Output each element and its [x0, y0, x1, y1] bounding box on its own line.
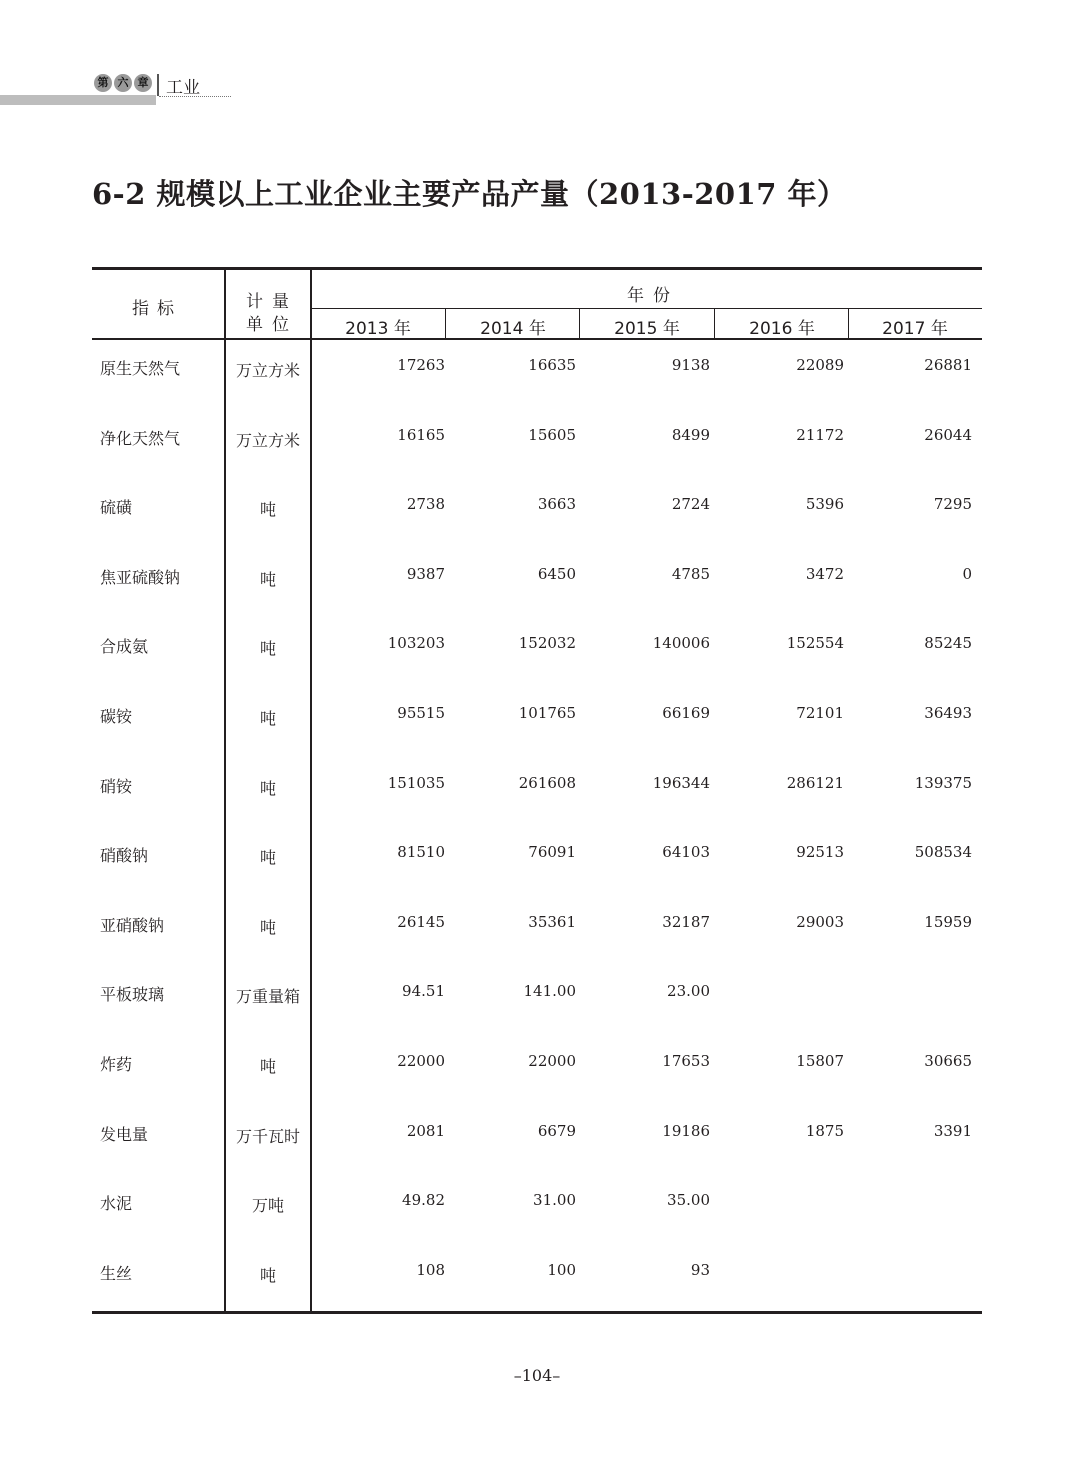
value-cell: 92513	[796, 843, 844, 861]
value-cell: 2081	[406, 1122, 445, 1140]
value-cell: 35.00	[667, 1191, 710, 1209]
value-cell: 64103	[662, 843, 710, 861]
value-cell: 35361	[528, 913, 576, 931]
unit-cell: 万吨	[251, 1196, 284, 1215]
table-row	[92, 913, 982, 943]
page-number: –104–	[513, 1366, 561, 1385]
value-cell: 108	[416, 1261, 445, 1279]
table-row	[92, 1122, 982, 1152]
value-cell: 66169	[662, 704, 710, 722]
value-cell: 3472	[805, 565, 844, 583]
header-unit-line1: 计量	[246, 292, 298, 312]
value-cell: 2738	[406, 495, 445, 513]
value-cell: 508534	[914, 843, 972, 861]
unit-cell: 万立方米	[235, 431, 300, 450]
year-header: 2015 年	[614, 319, 680, 339]
indicator-name: 硝酸钠	[100, 846, 149, 865]
year-header: 2017 年	[882, 319, 948, 339]
value-cell: 22000	[397, 1052, 445, 1070]
unit-cell: 万立方米	[235, 361, 300, 380]
value-cell: 4785	[671, 565, 710, 583]
value-cell: 22000	[528, 1052, 576, 1070]
chapter-badge: 六	[114, 74, 132, 92]
indicator-name: 平板玻璃	[100, 985, 165, 1004]
value-cell: 95515	[397, 704, 445, 722]
value-cell: 2724	[671, 495, 710, 513]
table-bottom-rule	[92, 1311, 982, 1314]
value-cell: 17653	[662, 1052, 710, 1070]
value-cell: 17263	[397, 356, 445, 374]
unit-cell: 吨	[259, 570, 276, 589]
value-cell: 30665	[924, 1052, 972, 1070]
value-cell: 7295	[933, 495, 972, 513]
value-cell: 261608	[518, 774, 576, 792]
chapter-badges	[94, 74, 152, 92]
value-cell: 85245	[924, 634, 972, 652]
unit-cell: 吨	[259, 1057, 276, 1076]
indicator-name: 硝铵	[100, 777, 133, 796]
value-cell: 19186	[662, 1122, 710, 1140]
table-row	[92, 356, 982, 386]
unit-cell: 吨	[259, 709, 276, 728]
indicator-name: 焦亚硫酸钠	[100, 568, 181, 587]
indicator-name: 净化天然气	[100, 429, 181, 448]
value-cell: 15959	[924, 913, 972, 931]
year-header: 2014 年	[480, 319, 546, 339]
indicator-name: 炸药	[100, 1055, 133, 1074]
value-cell: 23.00	[667, 982, 710, 1000]
value-cell: 151035	[387, 774, 445, 792]
chapter-name: 工业	[166, 78, 200, 98]
value-cell: 94.51	[402, 982, 445, 1000]
value-cell: 8499	[671, 426, 710, 444]
value-cell: 76091	[528, 843, 576, 861]
table-row	[92, 634, 982, 664]
value-cell: 93	[690, 1261, 710, 1279]
value-cell: 31.00	[533, 1191, 576, 1209]
table-row	[92, 982, 982, 1012]
header-indicator: 指标	[132, 299, 182, 319]
value-cell: 49.82	[402, 1191, 445, 1209]
table-row	[92, 565, 982, 595]
page-title: 6-2 规模以上工业企业主要产品产量（2013-2017 年）	[92, 177, 847, 211]
value-cell: 9387	[406, 565, 445, 583]
value-cell: 152032	[518, 634, 576, 652]
value-cell: 36493	[924, 704, 972, 722]
table-row	[92, 1052, 982, 1082]
value-cell: 140006	[652, 634, 710, 652]
chapter-dotted-line	[159, 96, 231, 97]
value-cell: 6679	[537, 1122, 576, 1140]
value-cell: 26881	[924, 356, 972, 374]
value-cell: 1875	[805, 1122, 844, 1140]
indicator-name: 水泥	[100, 1194, 133, 1213]
table-row	[92, 1191, 982, 1221]
value-cell: 81510	[397, 843, 445, 861]
value-cell: 15605	[528, 426, 576, 444]
table-row	[92, 843, 982, 873]
indicator-name: 碳铵	[100, 707, 133, 726]
unit-cell: 吨	[259, 848, 276, 867]
chapter-badge: 第	[94, 74, 112, 92]
table-row	[92, 774, 982, 804]
year-header: 2016 年	[749, 319, 815, 339]
indicator-name: 生丝	[100, 1264, 133, 1283]
value-cell: 16635	[528, 356, 576, 374]
value-cell: 26044	[924, 426, 972, 444]
value-cell: 141.00	[523, 982, 576, 1000]
header-unit-line2: 单位	[246, 315, 298, 335]
value-cell: 16165	[397, 426, 445, 444]
value-cell: 196344	[652, 774, 710, 792]
value-cell: 9138	[671, 356, 710, 374]
value-cell: 3391	[933, 1122, 972, 1140]
value-cell: 32187	[662, 913, 710, 931]
unit-cell: 吨	[259, 1266, 276, 1285]
chapter-separator	[157, 74, 159, 96]
unit-cell: 万重量箱	[235, 987, 300, 1006]
value-cell: 22089	[796, 356, 844, 374]
value-cell: 0	[962, 565, 972, 583]
indicator-name: 硫磺	[100, 498, 133, 517]
year-group-rule	[311, 308, 982, 309]
value-cell: 103203	[387, 634, 445, 652]
unit-cell: 吨	[259, 779, 276, 798]
value-cell: 29003	[796, 913, 844, 931]
value-cell: 100	[547, 1261, 576, 1279]
unit-cell: 吨	[259, 918, 276, 937]
indicator-name: 合成氨	[100, 637, 149, 656]
unit-cell: 吨	[259, 639, 276, 658]
header-year-group: 年份	[627, 286, 679, 306]
table-row	[92, 1261, 982, 1291]
value-cell: 286121	[786, 774, 844, 792]
value-cell: 3663	[537, 495, 576, 513]
unit-cell: 吨	[259, 500, 276, 519]
indicator-name: 发电量	[100, 1125, 149, 1144]
table-row	[92, 426, 982, 456]
chapter-bar	[0, 95, 156, 105]
value-cell: 5396	[805, 495, 844, 513]
value-cell: 26145	[397, 913, 445, 931]
indicator-name: 原生天然气	[100, 359, 181, 378]
indicator-name: 亚硝酸钠	[100, 916, 165, 935]
value-cell: 101765	[518, 704, 576, 722]
table-row	[92, 495, 982, 525]
value-cell: 6450	[537, 565, 576, 583]
table-row	[92, 704, 982, 734]
value-cell: 15807	[796, 1052, 844, 1070]
value-cell: 21172	[796, 426, 844, 444]
value-cell: 72101	[796, 704, 844, 722]
chapter-badge: 章	[134, 74, 152, 92]
unit-cell: 万千瓦时	[235, 1127, 300, 1146]
value-cell: 139375	[914, 774, 972, 792]
year-header: 2013 年	[345, 319, 411, 339]
value-cell: 152554	[786, 634, 844, 652]
